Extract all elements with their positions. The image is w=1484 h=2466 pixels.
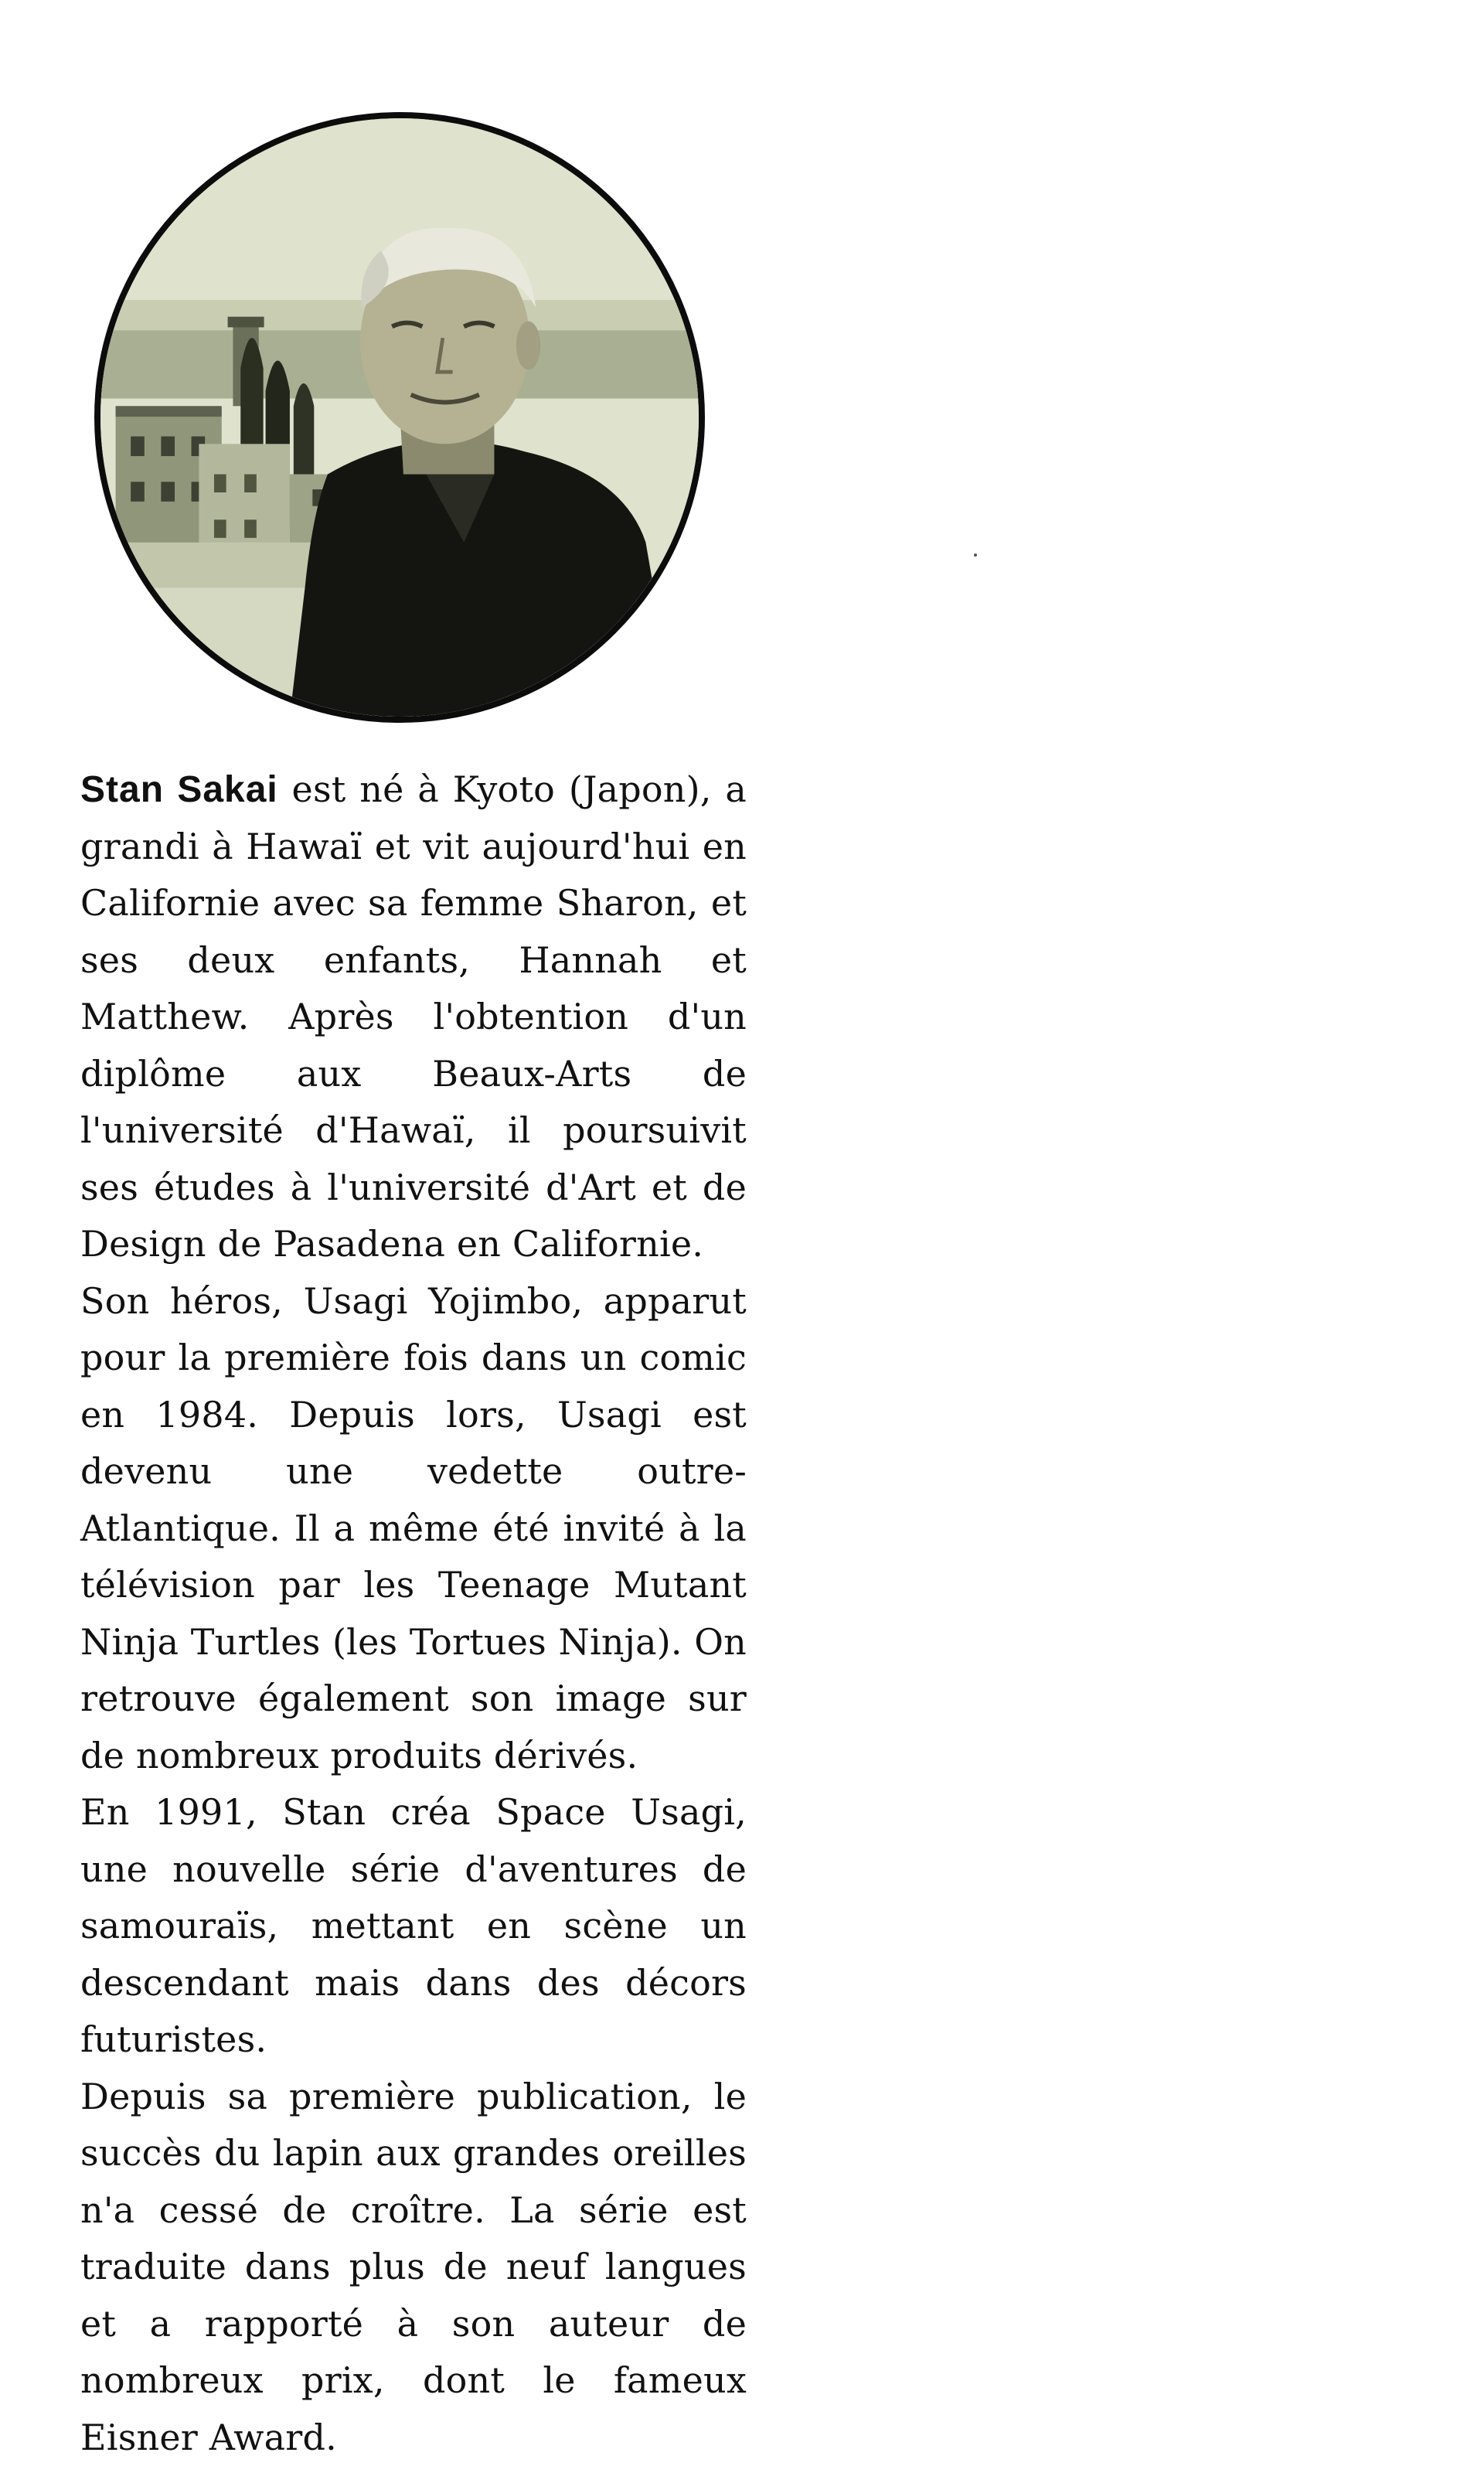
bio-paragraph-1	[80, 761, 747, 1273]
speck-mark	[974, 553, 977, 557]
author-portrait-photo	[94, 112, 705, 723]
portrait-illustration	[100, 118, 699, 717]
bio-paragraph-1-text: est né à Kyoto (Japon), a grandi à Hawaï et vit aujourd'hui en Californie avec sa femme Sharon, et ses deux enfants, Hannah et Matthew. Après l'obtention d'un diplôme aux Beaux-Arts de l'université d'Hawaï, il poursuivit ses études à l'université d'Art et de Design de Pasadena en Californie.	[80, 768, 747, 1265]
author-name: Stan Sakai	[80, 769, 278, 810]
author-biography	[80, 761, 747, 2466]
bio-paragraph-2: Son héros, Usagi Yojimbo, apparut pour la première fois dans un comic en 1984. Depuis lors, Usagi est devenu une vedette outre-Atlantique. Il a même été invité à la télévision par les Teenage Mutant Ninja Turtles (les Tortues Ninja). On retrouve également son image sur de nombreux produits dérivés.	[80, 1273, 747, 1785]
bio-paragraph-4: Depuis sa première publication, le succès du lapin aux grandes oreilles n'a cessé de croître. La série est traduite dans plus de neuf langues et a rapporté à son auteur de nombreux prix, dont le fameux Eisner Award.	[80, 2069, 747, 2466]
bio-paragraph-3: En 1991, Stan créa Space Usagi, une nouvelle série d'aventures de samouraïs, mettant en scène un descendant mais dans des décors futuristes.	[80, 1784, 747, 2069]
